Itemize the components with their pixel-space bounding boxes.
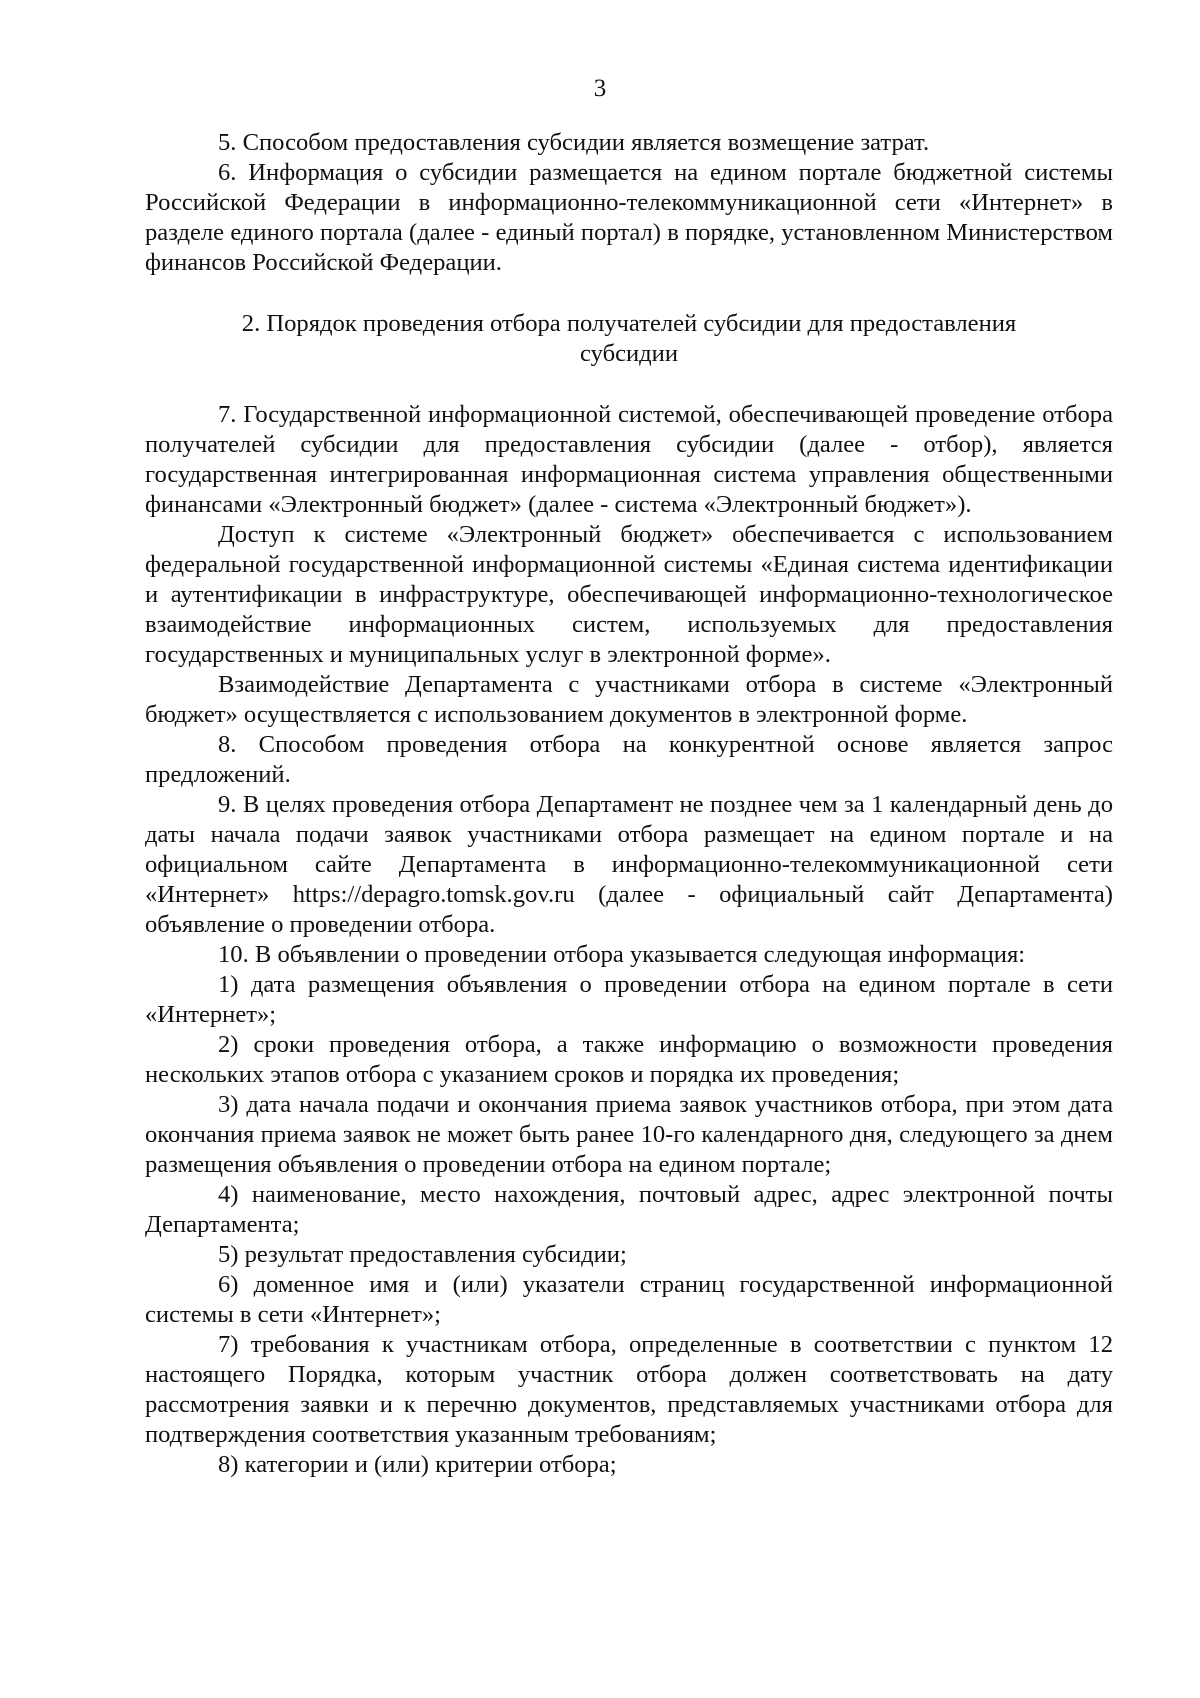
paragraph: 9. В целях проведения отбора Департамент не позднее чем за 1 календарный день до даты начала подачи заявок участниками отбора размещает на едином портале и на официальном сайте Департамента в информационно-телекоммуникационной сети «Интернет» https://depagro.tomsk.gov.ru (далее - официальный сайт Департамента) объявление о проведении отбора.: [145, 791, 1113, 938]
section-body: [145, 400, 1113, 1480]
section-heading-block: [145, 309, 1113, 369]
list-item: 5) результат предоставления субсидии;: [218, 1241, 627, 1268]
paragraph: 7. Государственной информационной системой, обеспечивающей проведение отбора получателей субсидии для предоставления субсидии (далее - отбор), является государственная интегрированная информационная система управления общественными финансами «Электронный бюджет» (далее - система «Электронный бюджет»).: [145, 401, 1113, 518]
list-item: 8) категории и (или) критерии отбора;: [218, 1451, 617, 1478]
paragraph: 8. Способом проведения отбора на конкурентной основе является запрос предложений.: [145, 731, 1113, 788]
list-item: 1) дата размещения объявления о проведении отбора на едином портале в сети «Интернет»;: [145, 971, 1113, 1028]
list-item: 2) сроки проведения отбора, а также информацию о возможности проведения нескольких этапов отбора с указанием сроков и порядка их проведения;: [145, 1031, 1113, 1088]
paragraph: 6. Информация о субсидии размещается на едином портале бюджетной системы Российской Федерации в информационно-телекоммуникационной сети «Интернет» в разделе единого портала (далее - единый портал) в порядке, установленном Министерством финансов Российской Федерации.: [145, 159, 1113, 276]
list-item: 7) требования к участникам отбора, определенные в соответствии с пунктом 12 настоящего Порядка, которым участник отбора должен соответствовать на дату рассмотрения заявки и к перечню документов, представляемых участниками отбора для подтверждения соответствия указанным требованиям;: [145, 1331, 1113, 1448]
paragraph: 10. В объявлении о проведении отбора указывается следующая информация:: [218, 941, 1026, 968]
page-number: 3: [593, 75, 607, 102]
paragraph: Взаимодействие Департамента с участниками отбора в системе «Электронный бюджет» осуществляется с использованием документов в электронной форме.: [145, 671, 1113, 728]
list-item: 4) наименование, место нахождения, почтовый адрес, адрес электронной почты Департамента;: [145, 1181, 1113, 1238]
paragraph: 5. Способом предоставления субсидии является возмещение затрат.: [218, 129, 930, 156]
list-item: 6) доменное имя и (или) указатели страниц государственной информационной системы в сети «Интернет»;: [145, 1271, 1113, 1328]
list-item: 3) дата начала подачи и окончания приема заявок участников отбора, при этом дата окончания приема заявок не может быть ранее 10-го календарного дня, следующего за днем размещения объявления о проведении отбора на едином портале;: [145, 1091, 1113, 1178]
intro-paragraphs: [145, 128, 1113, 278]
paragraph: Доступ к системе «Электронный бюджет» обеспечивается с использованием федеральной государственной информационной системы «Единая система идентификации и аутентификации в инфраструктуре, обеспечивающей информационно-технологическое взаимодействие информационных систем, используемых для предоставления государственных и муниципальных услуг в электронной форме».: [145, 521, 1113, 668]
section-heading: 2. Порядок проведения отбора получателей субсидии для предоставления субсидии: [241, 310, 1017, 367]
